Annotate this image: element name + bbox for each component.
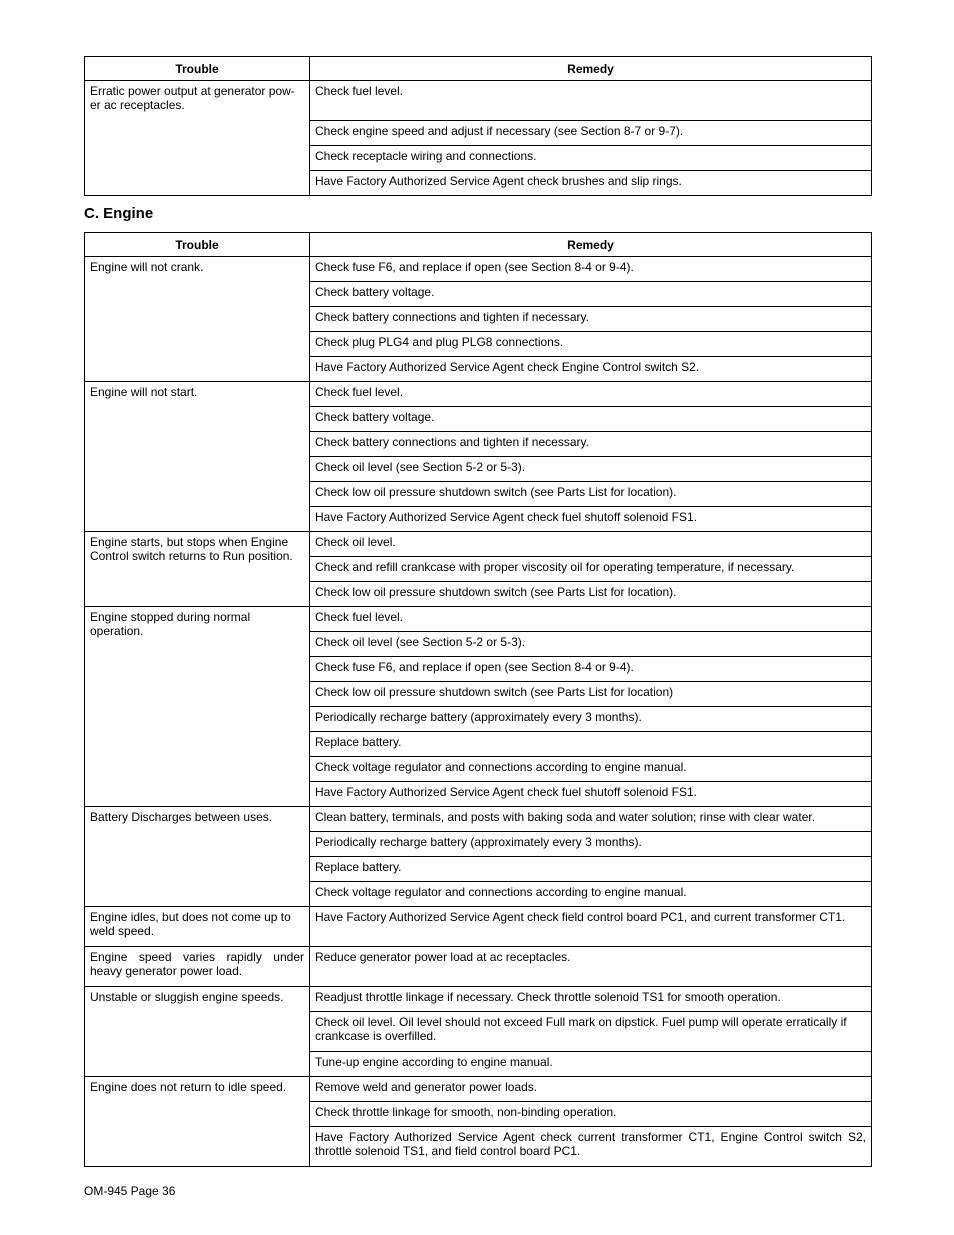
trouble-cell: Engine will not crank. xyxy=(85,257,310,382)
trouble-cell: Engine idles, but does not come up to weld speed. xyxy=(85,907,310,947)
remedy-cell: Check oil level. Oil level should not exceed Full mark on dipstick. Fuel pump will operate erratically if crankcase is overfilled. xyxy=(310,1012,872,1052)
remedy-cell: Check battery connections and tighten if necessary. xyxy=(310,432,872,457)
table-row xyxy=(85,907,872,947)
trouble-cell: Engine stopped during normal operation. xyxy=(85,607,310,807)
remedy-cell: Check plug PLG4 and plug PLG8 connections. xyxy=(310,332,872,357)
remedy-cell: Check voltage regulator and connections according to engine manual. xyxy=(310,757,872,782)
remedy-cell: Have Factory Authorized Service Agent check fuel shutoff solenoid FS1. xyxy=(310,507,872,532)
remedy-cell: Reduce generator power load at ac receptacles. xyxy=(310,947,872,987)
remedy-cell: Check low oil pressure shutdown switch (see Parts List for location). xyxy=(310,582,872,607)
trouble-cell: Engine starts, but stops when Engine Control switch returns to Run position. xyxy=(85,532,310,607)
remedy-cell: Have Factory Authorized Service Agent check Engine Control switch S2. xyxy=(310,357,872,382)
remedy-cell: Tune-up engine according to engine manual. xyxy=(310,1052,872,1077)
table-row xyxy=(85,987,872,1012)
remedy-cell: Check throttle linkage for smooth, non-binding operation. xyxy=(310,1102,872,1127)
remedy-cell: Have Factory Authorized Service Agent check fuel shutoff solenoid FS1. xyxy=(310,782,872,807)
table-row xyxy=(85,257,872,282)
trouble-cell: Engine speed varies rapidly under heavy generator power load. xyxy=(85,947,310,987)
remedy-cell: Periodically recharge battery (approximately every 3 months). xyxy=(310,832,872,857)
remedy-cell: Have Factory Authorized Service Agent check current transformer CT1, Engine Control switch S2, throttle solenoid TS1, and field control board PC1. xyxy=(310,1127,872,1167)
remedy-cell: Check voltage regulator and connections according to engine manual. xyxy=(310,882,872,907)
remedy-cell: Periodically recharge battery (approximately every 3 months). xyxy=(310,707,872,732)
trouble-column-header: Trouble xyxy=(85,233,310,257)
page-footer: OM-945 Page 36 xyxy=(84,1184,176,1198)
remedy-cell: Replace battery. xyxy=(310,857,872,882)
remedy-cell: Check battery voltage. xyxy=(310,282,872,307)
remedy-cell: Check oil level (see Section 5-2 or 5-3). xyxy=(310,457,872,482)
section-title-engine: C. Engine xyxy=(84,205,154,222)
remedy-cell: Check oil level (see Section 5-2 or 5-3). xyxy=(310,632,872,657)
table-header-row xyxy=(85,57,872,81)
table-row xyxy=(85,1077,872,1102)
generator-troubleshooting-table xyxy=(84,56,872,196)
trouble-cell: Battery Discharges between uses. xyxy=(85,807,310,907)
table-row xyxy=(85,81,872,121)
remedy-cell: Check fuse F6, and replace if open (see Section 8-4 or 9-4). xyxy=(310,657,872,682)
trouble-cell: Erratic power output at generator pow- er ac receptacles. xyxy=(85,81,310,196)
remedy-cell: Have Factory Authorized Service Agent check brushes and slip rings. xyxy=(310,171,872,196)
table-row xyxy=(85,807,872,832)
engine-troubleshooting-table xyxy=(84,232,872,1167)
remedy-cell: Readjust throttle linkage if necessary. Check throttle solenoid TS1 for smooth operation. xyxy=(310,987,872,1012)
remedy-cell: Check fuel level. xyxy=(310,382,872,407)
table-row xyxy=(85,532,872,557)
remedy-cell: Check fuel level. xyxy=(310,607,872,632)
remedy-cell: Check low oil pressure shutdown switch (see Parts List for location) xyxy=(310,682,872,707)
trouble-cell: Engine does not return to idle speed. xyxy=(85,1077,310,1167)
remedy-cell: Check fuel level. xyxy=(310,81,872,121)
table-header-row xyxy=(85,233,872,257)
remedy-cell: Check engine speed and adjust if necessary (see Section 8-7 or 9-7). xyxy=(310,121,872,146)
page-content xyxy=(84,56,871,1167)
remedy-cell: Check and refill crankcase with proper viscosity oil for operating temperature, if necessary. xyxy=(310,557,872,582)
table-row xyxy=(85,947,872,987)
remedy-cell: Replace battery. xyxy=(310,732,872,757)
trouble-column-header: Trouble xyxy=(85,57,310,81)
trouble-cell: Unstable or sluggish engine speeds. xyxy=(85,987,310,1077)
remedy-cell: Check oil level. xyxy=(310,532,872,557)
remedy-cell: Clean battery, terminals, and posts with baking soda and water solution; rinse with clear water. xyxy=(310,807,872,832)
table-row xyxy=(85,607,872,632)
remedy-cell: Remove weld and generator power loads. xyxy=(310,1077,872,1102)
remedy-cell: Check battery connections and tighten if necessary. xyxy=(310,307,872,332)
remedy-cell: Check fuse F6, and replace if open (see Section 8-4 or 9-4). xyxy=(310,257,872,282)
table-row xyxy=(85,382,872,407)
remedy-cell: Check low oil pressure shutdown switch (see Parts List for location). xyxy=(310,482,872,507)
trouble-cell: Engine will not start. xyxy=(85,382,310,532)
remedy-cell: Check battery voltage. xyxy=(310,407,872,432)
remedy-cell: Have Factory Authorized Service Agent check field control board PC1, and current transformer CT1. xyxy=(310,907,872,947)
remedy-column-header: Remedy xyxy=(310,233,872,257)
remedy-cell: Check receptacle wiring and connections. xyxy=(310,146,872,171)
remedy-column-header: Remedy xyxy=(310,57,872,81)
